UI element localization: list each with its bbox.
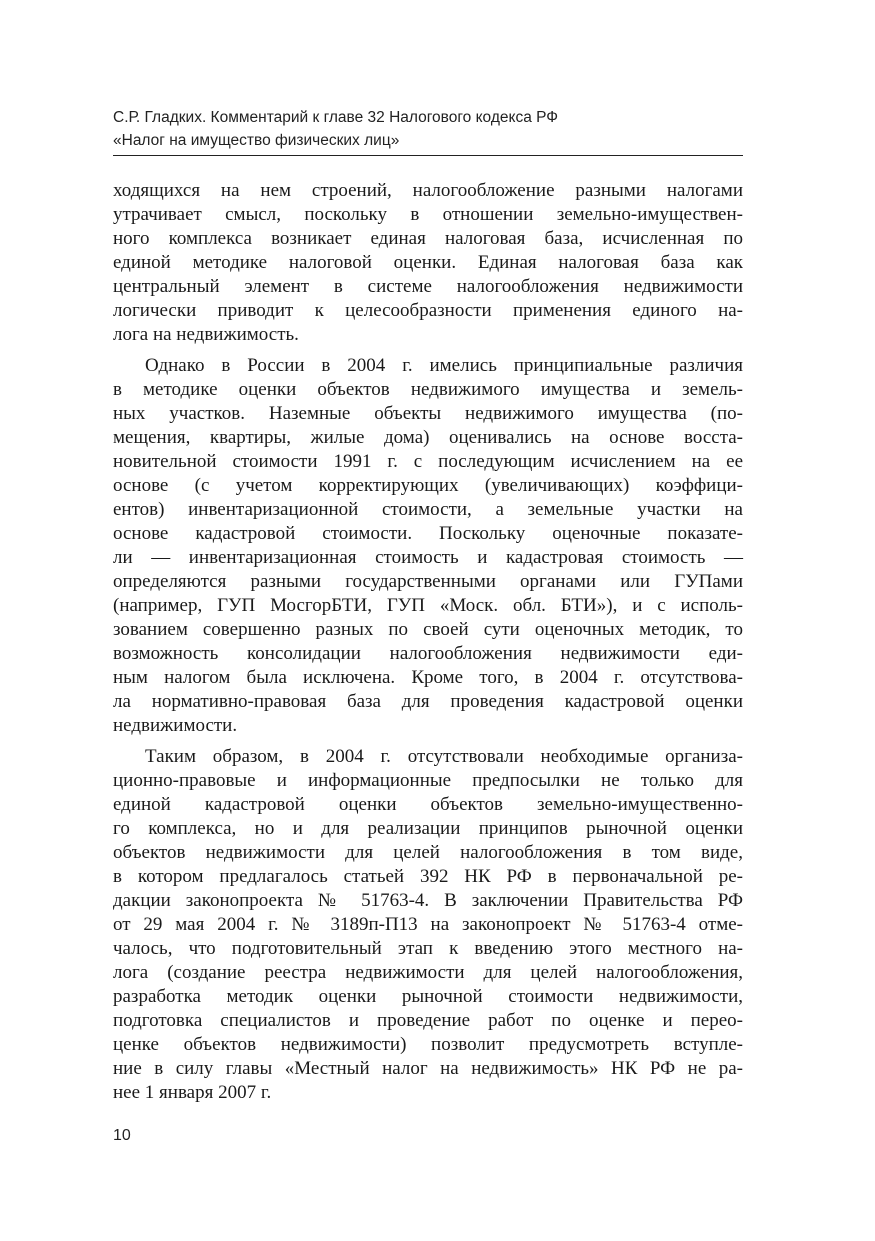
text-line: мещения, квартиры, жилые дома) оценивались на основе восста-: [113, 427, 743, 448]
text-line: утрачивает смысл, поскольку в отношении земельно-имуществен-: [113, 204, 743, 225]
text-line: ентов) инвентаризационной стоимости, а земельные участки на: [113, 499, 743, 520]
body-text: [113, 179, 743, 1105]
text-line: ным налогом была исключена. Кроме того, в 2004 г. отсутствова-: [113, 667, 743, 688]
running-header-line-2: «Налог на имущество физических лиц»: [113, 132, 400, 149]
paragraph: [113, 179, 743, 347]
text-line: подготовка специалистов и проведение работ по оценке и перео-: [113, 1010, 743, 1031]
text-line: дакции законопроекта № 51763-4. В заключении Правительства РФ: [113, 890, 743, 911]
text-line: основе кадастровой стоимости. Поскольку оценочные показате-: [113, 523, 743, 544]
text-line: нее 1 января 2007 г.: [113, 1082, 272, 1103]
text-line: от 29 мая 2004 г. № 3189п-П13 на законопроект № 51763-4 отме-: [113, 914, 743, 935]
running-header-line-1: С.Р. Гладких. Комментарий к главе 32 Налогового кодекса РФ: [113, 109, 559, 126]
text-line: Однако в России в 2004 г. имелись принципиальные различия: [145, 355, 743, 376]
text-line: зованием совершенно разных по своей сути оценочных методик, то: [113, 619, 743, 640]
text-line: Таким образом, в 2004 г. отсутствовали необходимые организа-: [145, 746, 743, 767]
text-line: (например, ГУП МосгорБТИ, ГУП «Моск. обл. БТИ»), и с исполь-: [113, 595, 743, 616]
text-line: ла нормативно-правовая база для проведения кадастровой оценки: [113, 691, 743, 712]
text-line: возможность консолидации налогообложения недвижимости еди-: [113, 643, 743, 664]
text-line: единой методике налоговой оценки. Единая налоговая база как: [113, 252, 743, 273]
text-line: недвижимости.: [113, 715, 238, 736]
text-line: новительной стоимости 1991 г. с последующим исчислением на ее: [113, 451, 743, 472]
page-number: 10: [113, 1127, 131, 1144]
text-line: логически приводит к целесообразности применения единого на-: [113, 300, 743, 321]
running-header: [113, 106, 743, 152]
header-divider: [113, 155, 743, 156]
text-line: лога (создание реестра недвижимости для целей налогообложения,: [113, 962, 743, 983]
text-line: го комплекса, но и для реализации принципов рыночной оценки: [113, 818, 743, 839]
text-line: чалось, что подготовительный этап к введению этого местного на-: [113, 938, 743, 959]
text-line: определяются разными государственными органами или ГУПами: [113, 571, 743, 592]
text-line: ных участков. Наземные объекты недвижимого имущества (по-: [113, 403, 743, 424]
text-line: единой кадастровой оценки объектов земельно-имущественно-: [113, 794, 743, 815]
paragraph: [113, 745, 743, 1105]
text-line: ценке объектов недвижимости) позволит предусмотреть вступле-: [113, 1034, 743, 1055]
text-line: основе (с учетом корректирующих (увеличивающих) коэффици-: [113, 475, 743, 496]
text-line: ходящихся на нем строений, налогообложение разными налогами: [113, 180, 743, 201]
text-line: ного комплекса возникает единая налоговая база, исчисленная по: [113, 228, 743, 249]
text-line: ционно-правовые и информационные предпосылки не только для: [113, 770, 743, 791]
text-line: ли — инвентаризационная стоимость и кадастровая стоимость —: [113, 547, 743, 568]
text-line: ние в силу главы «Местный налог на недвижимость» НК РФ не ра-: [113, 1058, 743, 1079]
text-line: центральный элемент в системе налогообложения недвижимости: [113, 276, 743, 297]
text-line: разработка методик оценки рыночной стоимости недвижимости,: [113, 986, 743, 1007]
text-line: объектов недвижимости для целей налогообложения в том виде,: [113, 842, 743, 863]
text-line: в котором предлагалось статьей 392 НК РФ в первоначальной ре-: [113, 866, 743, 887]
paragraph: [113, 354, 743, 738]
text-line: в методике оценки объектов недвижимого имущества и земель-: [113, 379, 743, 400]
text-line: лога на недвижимость.: [113, 324, 299, 345]
